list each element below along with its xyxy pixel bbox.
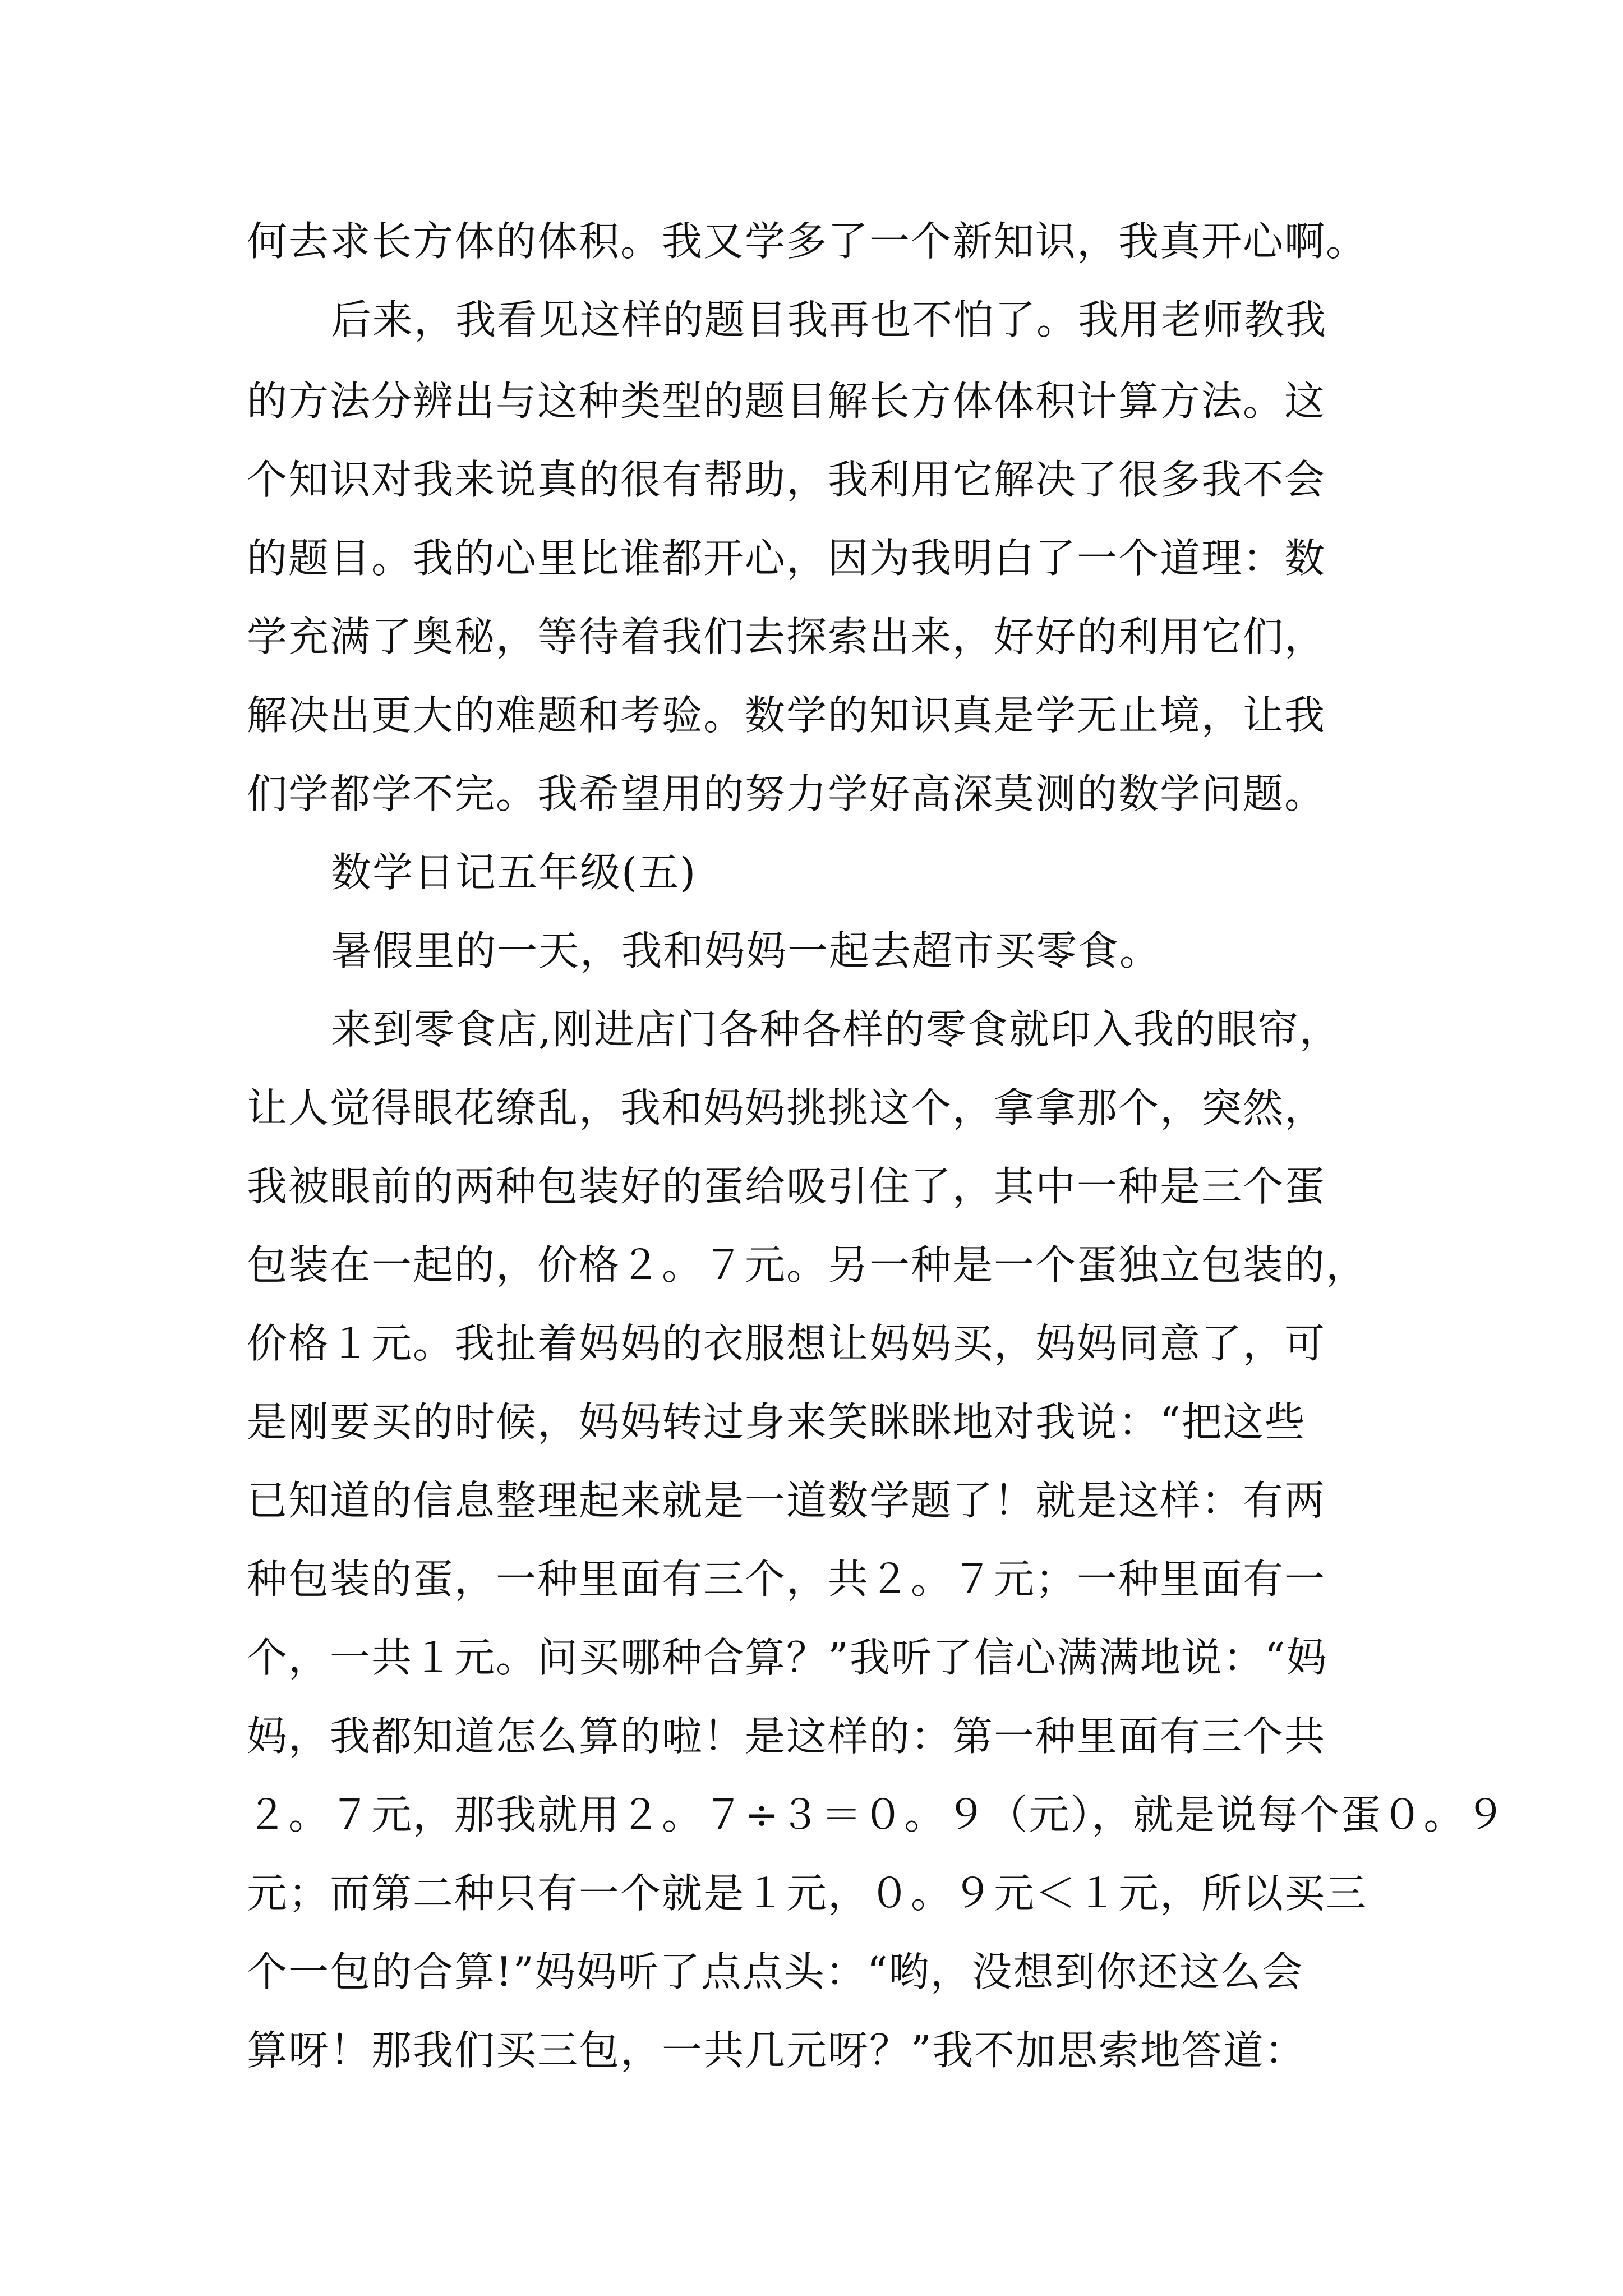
text-line: 种包装的蛋，一种里面有三个，共２。７元；一种里面有一 (247, 1556, 1326, 1603)
text-line: 的方法分辨出与这种类型的题目解长方体体积计算方法。这 (247, 378, 1326, 425)
paragraph-first-line: 后来，我看见这样的题目我再也不怕了。我用老师教我 (331, 296, 1327, 343)
text-line: 个一包的合算!”妈妈听了点点头：“哟，没想到你还这么会 (247, 1948, 1304, 1995)
section-heading: 数学日记五年级(五) (331, 849, 697, 896)
text-line: 个，一共１元。问买哪种合算？”我听了信心满满地说：“妈 (247, 1634, 1328, 1681)
text-line: 元；而第二种只有一个就是１元，０。９元＜１元，所以买三 (247, 1870, 1368, 1917)
text-line: 算呀！那我们买三包，一共几元呀？”我不加思索地答道： (247, 2027, 1306, 2074)
text-line: 解决出更大的难题和考验。数学的知识真是学无止境，让我 (247, 692, 1326, 739)
text-line: 何去求长方体的体积。我又学多了一个新知识，我真开心啊。 (247, 218, 1368, 265)
text-line: 让人觉得眼花缭乱，我和妈妈挑挑这个，拿拿那个，突然， (247, 1084, 1326, 1131)
text-line: 的题目。我的心里比谁都开心，因为我明白了一个道理：数 (247, 535, 1326, 582)
text-line: 已知道的信息整理起来就是一道数学题了！就是这样：有两 (247, 1477, 1326, 1524)
text-line: 价格１元。我扯着妈妈的衣服想让妈妈买，妈妈同意了，可 (247, 1320, 1326, 1367)
text-line: 个知识对我来说真的很有帮助，我利用它解决了很多我不会 (247, 456, 1326, 503)
text-line: 包装在一起的，价格２。７元。另一种是一个蛋独立包装的， (247, 1241, 1368, 1289)
paragraph-first-line: 暑假里的一天，我和妈妈一起去超市买零食。 (331, 927, 1161, 974)
text-line: 们学都学不完。我希望用的努力学好高深莫测的数学问题。 (247, 770, 1326, 817)
text-line: 是刚要买的时候，妈妈转过身来笑眯眯地对我说：“把这些 (247, 1398, 1306, 1446)
text-line: 学充满了奥秘，等待着我们去探索出来，好好的利用它们， (247, 613, 1326, 660)
text-line: 妈，我都知道怎么算的啦！是这样的：第一种里面有三个共 (247, 1713, 1326, 1760)
text-line: 我被眼前的两种包装好的蛋给吸引住了，其中一种是三个蛋 (247, 1163, 1326, 1210)
paragraph-first-line: 来到零食店,刚进店门各种各样的零食就印入我的眼帘， (331, 1006, 1341, 1053)
text-line: ２。７元，那我就用２。７÷３＝０。９（元），就是说每个蛋０。９ (247, 1791, 1507, 1838)
